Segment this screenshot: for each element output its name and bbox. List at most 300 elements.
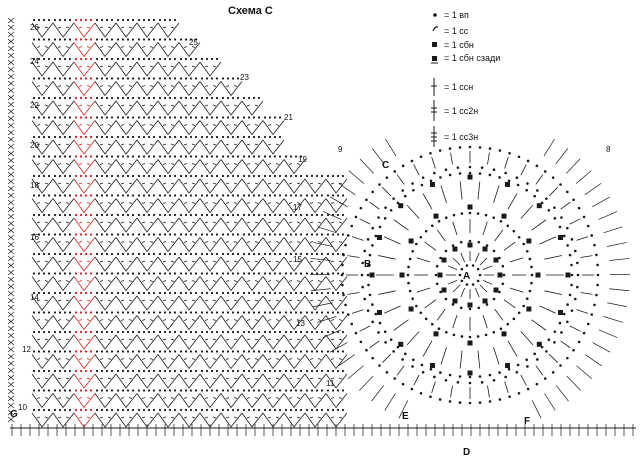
treble-fan <box>53 316 74 330</box>
treble-bar <box>87 281 90 282</box>
chain-dot <box>69 233 71 235</box>
chain-dot <box>132 409 134 411</box>
treble-bar <box>213 417 216 418</box>
chain-dot <box>80 389 82 391</box>
chain-dot <box>111 116 113 118</box>
treble-bar <box>142 183 145 184</box>
chain-dot <box>127 58 129 60</box>
treble-bar <box>121 66 124 67</box>
treble-bar <box>45 417 48 418</box>
treble-post <box>493 347 499 364</box>
treble-bar <box>100 300 103 301</box>
chain-dot <box>279 136 281 138</box>
treble-fan <box>200 335 221 349</box>
chain-dot <box>43 97 45 99</box>
chain-dot <box>180 370 182 372</box>
chain-dot <box>269 214 271 216</box>
treble-fan <box>32 121 53 135</box>
treble-post <box>417 258 430 262</box>
treble-fan <box>95 316 116 330</box>
treble-bar <box>310 320 313 321</box>
treble-fan <box>32 374 53 388</box>
chain-dot <box>169 19 171 21</box>
treble-bar <box>79 183 82 184</box>
chain-dot <box>290 350 292 352</box>
chain-dot <box>453 334 456 337</box>
chain-dot <box>571 309 574 312</box>
treble-bar <box>171 222 174 223</box>
treble-post <box>425 242 436 250</box>
chain-dot <box>436 265 439 268</box>
treble-fan <box>53 43 74 57</box>
treble-post <box>360 326 371 331</box>
chain-dot <box>185 331 187 333</box>
treble-fan <box>116 355 137 369</box>
chain-dot <box>232 175 234 177</box>
treble-fan <box>179 355 200 369</box>
chain-dot <box>117 77 119 79</box>
treble-bar <box>213 105 216 106</box>
edge-stitch <box>8 354 14 359</box>
treble-bar <box>184 125 187 126</box>
treble-bar <box>226 86 229 87</box>
treble-bar <box>318 183 321 184</box>
treble-fan <box>137 23 158 37</box>
chain-dot <box>96 77 98 79</box>
treble-bar <box>100 27 103 28</box>
chain-dot <box>566 191 569 194</box>
chain-dot <box>216 194 218 196</box>
treble-bar <box>58 417 61 418</box>
chain-dot <box>148 253 150 255</box>
chain-dot <box>411 160 414 163</box>
chain-dot <box>264 350 266 352</box>
chain-dot <box>384 206 387 209</box>
treble-bar <box>276 183 279 184</box>
chain-dot <box>138 194 140 196</box>
treble-fan <box>284 296 305 310</box>
chain-dot <box>127 175 129 177</box>
chain-dot <box>554 217 557 220</box>
center-ring-dot <box>477 280 480 283</box>
chain-dot <box>460 241 463 244</box>
treble-bar <box>163 164 166 165</box>
chain-dot <box>180 175 182 177</box>
chain-dot <box>90 136 92 138</box>
treble-post <box>577 237 588 241</box>
treble-bar <box>289 164 292 165</box>
row-number: 12 <box>22 345 31 354</box>
chain-dot <box>117 350 119 352</box>
chain-dot <box>279 350 281 352</box>
chain-dot <box>59 136 61 138</box>
treble-bar <box>234 203 237 204</box>
chain-dot <box>153 370 155 372</box>
chain-dot <box>409 290 412 293</box>
treble-bar <box>108 281 111 282</box>
treble-fan <box>179 199 200 213</box>
chain-dot <box>148 116 150 118</box>
treble-bar <box>192 183 195 184</box>
treble-bar <box>87 144 90 145</box>
treble-bar <box>234 339 237 340</box>
chain-dot <box>101 19 103 21</box>
chain-dot <box>180 272 182 274</box>
treble-bar <box>205 300 208 301</box>
chain-dot <box>384 341 387 344</box>
chain-dot <box>201 116 203 118</box>
edge-stitch <box>8 137 14 142</box>
chain-dot <box>185 97 187 99</box>
chain-dot <box>132 389 134 391</box>
chain-dot <box>38 97 40 99</box>
chain-dot <box>206 155 208 157</box>
chain-dot <box>253 331 255 333</box>
chain-dot <box>106 38 108 40</box>
row-number: 9 <box>338 145 343 154</box>
chain-dot <box>185 233 187 235</box>
chain-dot <box>132 19 134 21</box>
chain-dot <box>222 331 224 333</box>
sc-square <box>498 273 503 278</box>
chain-dot <box>90 311 92 313</box>
treble-bar <box>150 86 153 87</box>
chain-dot <box>253 292 255 294</box>
treble-fan <box>200 394 221 408</box>
treble-bar <box>66 183 69 184</box>
treble-bar <box>171 86 174 87</box>
chain-dot <box>117 331 119 333</box>
chain-dot <box>169 194 171 196</box>
treble-bar <box>45 320 48 321</box>
chain-dot <box>90 175 92 177</box>
chain-dot <box>143 272 145 274</box>
chain-dot <box>54 253 56 255</box>
chain-dot <box>90 331 92 333</box>
sc-square <box>430 182 435 187</box>
treble-bar <box>268 300 271 301</box>
chain-dot <box>185 389 187 391</box>
chain-dot-icon <box>433 13 437 17</box>
treble-fan <box>95 121 116 135</box>
treble-bar <box>213 320 216 321</box>
treble-post <box>437 309 445 320</box>
chain-dot <box>33 97 35 99</box>
treble-bar <box>205 144 208 145</box>
chain-dot <box>481 381 484 384</box>
chain-dot <box>264 175 266 177</box>
treble-bar <box>45 339 48 340</box>
outer-treble <box>556 385 568 401</box>
chain-dot <box>459 401 462 404</box>
chain-dot <box>311 292 313 294</box>
treble-fan <box>221 335 242 349</box>
chain-dot <box>195 77 197 79</box>
treble-bar <box>289 242 292 243</box>
chain-dot <box>69 175 71 177</box>
treble-fan <box>263 277 284 291</box>
sc-square <box>526 239 531 244</box>
chain-dot <box>174 155 176 157</box>
chain-dot <box>143 58 145 60</box>
chain-dot <box>54 214 56 216</box>
treble-bar <box>268 417 271 418</box>
treble-fan <box>137 374 158 388</box>
treble-bar <box>289 339 292 340</box>
chain-dot <box>384 330 387 333</box>
chain-dot <box>237 311 239 313</box>
treble-bar <box>58 164 61 165</box>
chain-dot <box>48 292 50 294</box>
treble-fan <box>74 23 95 37</box>
chain-dot <box>248 233 250 235</box>
chain-dot <box>59 194 61 196</box>
treble-bar <box>108 300 111 301</box>
treble-bar <box>171 281 174 282</box>
treble-bar <box>66 47 69 48</box>
treble-bar <box>184 105 187 106</box>
chain-dot <box>253 370 255 372</box>
treble-bar <box>150 417 153 418</box>
treble-bar <box>108 183 111 184</box>
treble-bar <box>339 320 342 321</box>
treble-bar <box>255 125 258 126</box>
treble-bar <box>163 222 166 223</box>
chain-dot <box>290 370 292 372</box>
treble-bar <box>268 359 271 360</box>
chain-dot <box>190 253 192 255</box>
chain-dot <box>211 116 213 118</box>
chain-dot <box>445 379 448 382</box>
chain-dot <box>436 282 439 285</box>
treble-bar <box>121 164 124 165</box>
chain-dot <box>48 19 50 21</box>
chain-dot <box>48 77 50 79</box>
chain-dot <box>211 175 213 177</box>
chain-dot <box>132 370 134 372</box>
chain-dot <box>258 370 260 372</box>
treble-bar <box>108 378 111 379</box>
treble-fan <box>74 62 95 76</box>
treble-bar <box>129 27 132 28</box>
treble-bar <box>318 242 321 243</box>
chain-dot <box>54 272 56 274</box>
treble-fan <box>53 394 74 408</box>
treble-fan <box>32 199 53 213</box>
treble-fan <box>242 394 263 408</box>
treble-bar <box>331 398 334 399</box>
chain-dot <box>341 284 344 287</box>
treble-bar <box>331 359 334 360</box>
treble-post <box>504 242 515 250</box>
chain-dot <box>500 327 503 330</box>
treble-post <box>561 341 571 348</box>
treble-fan <box>137 335 158 349</box>
chain-dot <box>306 311 308 313</box>
chain-dot <box>337 233 339 235</box>
treble-bar <box>255 320 258 321</box>
chain-dot <box>300 194 302 196</box>
sc-square <box>537 342 542 347</box>
sc-square <box>505 182 510 187</box>
chain-dot <box>332 194 334 196</box>
treble-post <box>521 331 533 344</box>
sc-square <box>502 214 507 219</box>
treble-fan <box>284 218 305 232</box>
treble-bar <box>205 398 208 399</box>
treble-bar <box>339 339 342 340</box>
treble-fan <box>95 43 116 57</box>
treble-fan <box>116 335 137 349</box>
chain-dot <box>159 370 161 372</box>
treble-bar <box>192 105 195 106</box>
chain-dot <box>285 370 287 372</box>
chain-dot <box>127 77 129 79</box>
treble-bar <box>226 261 229 262</box>
inner-treble <box>461 253 465 262</box>
chain-dot <box>190 58 192 60</box>
chain-dot <box>159 38 161 40</box>
chain-dot <box>493 168 496 171</box>
chain-dot <box>274 214 276 216</box>
chain-dot <box>285 409 287 411</box>
treble-bar <box>213 261 216 262</box>
chain-dot <box>111 175 113 177</box>
treble-bar <box>129 417 132 418</box>
row-number: 23 <box>240 73 249 82</box>
chain-dot <box>341 264 344 267</box>
chain-dot <box>85 272 87 274</box>
treble-bar <box>163 125 166 126</box>
chain-dot <box>64 175 66 177</box>
treble-bar <box>184 398 187 399</box>
chain-dot <box>332 175 334 177</box>
chain-dot <box>227 214 229 216</box>
treble-bar <box>255 378 258 379</box>
chain-dot <box>111 97 113 99</box>
sc-square <box>558 235 563 240</box>
chain-dot <box>159 272 161 274</box>
chain-dot <box>201 350 203 352</box>
chain-dot <box>106 311 108 313</box>
chain-dot <box>279 233 281 235</box>
chain-dot <box>332 409 334 411</box>
chain-dot <box>201 155 203 157</box>
chain-dot <box>365 349 368 352</box>
treble-fan <box>74 121 95 135</box>
chain-dot <box>566 227 569 230</box>
treble-fan <box>95 140 116 154</box>
treble-fan <box>137 199 158 213</box>
treble-post <box>432 157 436 168</box>
treble-bar <box>129 378 132 379</box>
chain-dot <box>290 233 292 235</box>
chain-dot <box>295 331 297 333</box>
chain-dot <box>64 311 66 313</box>
chain-dot <box>269 311 271 313</box>
treble-bar <box>226 144 229 145</box>
treble-post <box>370 341 380 348</box>
chain-dot <box>59 19 61 21</box>
treble-bar <box>45 125 48 126</box>
chain-dot <box>180 136 182 138</box>
chain-dot <box>195 233 197 235</box>
chain-dot <box>201 58 203 60</box>
chain-dot <box>122 77 124 79</box>
chain-dot <box>311 175 313 177</box>
chain-dot <box>258 175 260 177</box>
chain-dot <box>54 311 56 313</box>
chain-dot <box>117 194 119 196</box>
chain-dot <box>253 311 255 313</box>
treble-bar <box>276 203 279 204</box>
chain-dot <box>132 253 134 255</box>
row-number: 21 <box>284 113 293 122</box>
chain-dot <box>243 253 245 255</box>
chain-dot <box>422 371 425 374</box>
chain-dot <box>264 253 266 255</box>
chain-dot <box>316 292 318 294</box>
chain-dot <box>321 292 323 294</box>
treble-bar <box>142 320 145 321</box>
edge-stitch <box>8 312 14 317</box>
chain-dot <box>75 292 77 294</box>
chain-dot <box>536 383 539 386</box>
treble-bar <box>171 417 174 418</box>
chain-dot <box>421 364 424 367</box>
chain-dot <box>227 311 229 313</box>
treble-fan <box>53 277 74 291</box>
treble-bar <box>37 417 40 418</box>
chain-dot <box>248 311 250 313</box>
chain-dot <box>106 155 108 157</box>
chain-dot <box>101 136 103 138</box>
chain-dot <box>518 392 521 395</box>
chain-dot <box>445 216 448 219</box>
chain-dot <box>248 136 250 138</box>
treble-bar <box>339 261 342 262</box>
chain-dot <box>295 409 297 411</box>
treble-bar <box>163 359 166 360</box>
chain-dot <box>138 253 140 255</box>
chain-dot <box>48 409 50 411</box>
chain-dot <box>180 233 182 235</box>
chain-dot <box>332 311 334 313</box>
chain-dot <box>132 214 134 216</box>
chain-dot <box>300 272 302 274</box>
chain-dot <box>106 389 108 391</box>
chain-dot <box>477 212 480 215</box>
treble-bar <box>331 281 334 282</box>
treble-bar <box>79 242 82 243</box>
treble-bar <box>121 281 124 282</box>
chain-dot <box>101 331 103 333</box>
chain-dot <box>159 350 161 352</box>
chain-dot <box>127 370 129 372</box>
chain-dot <box>232 77 234 79</box>
treble-bar <box>310 242 313 243</box>
chain-dot <box>143 194 145 196</box>
treble-bar <box>310 261 313 262</box>
chain-dot <box>253 233 255 235</box>
chain-dot <box>264 389 266 391</box>
chain-dot <box>290 194 292 196</box>
chain-dot <box>393 377 396 380</box>
chain-dot <box>274 331 276 333</box>
chain-dot <box>69 155 71 157</box>
chain-dot <box>85 409 87 411</box>
chain-dot <box>563 313 566 316</box>
